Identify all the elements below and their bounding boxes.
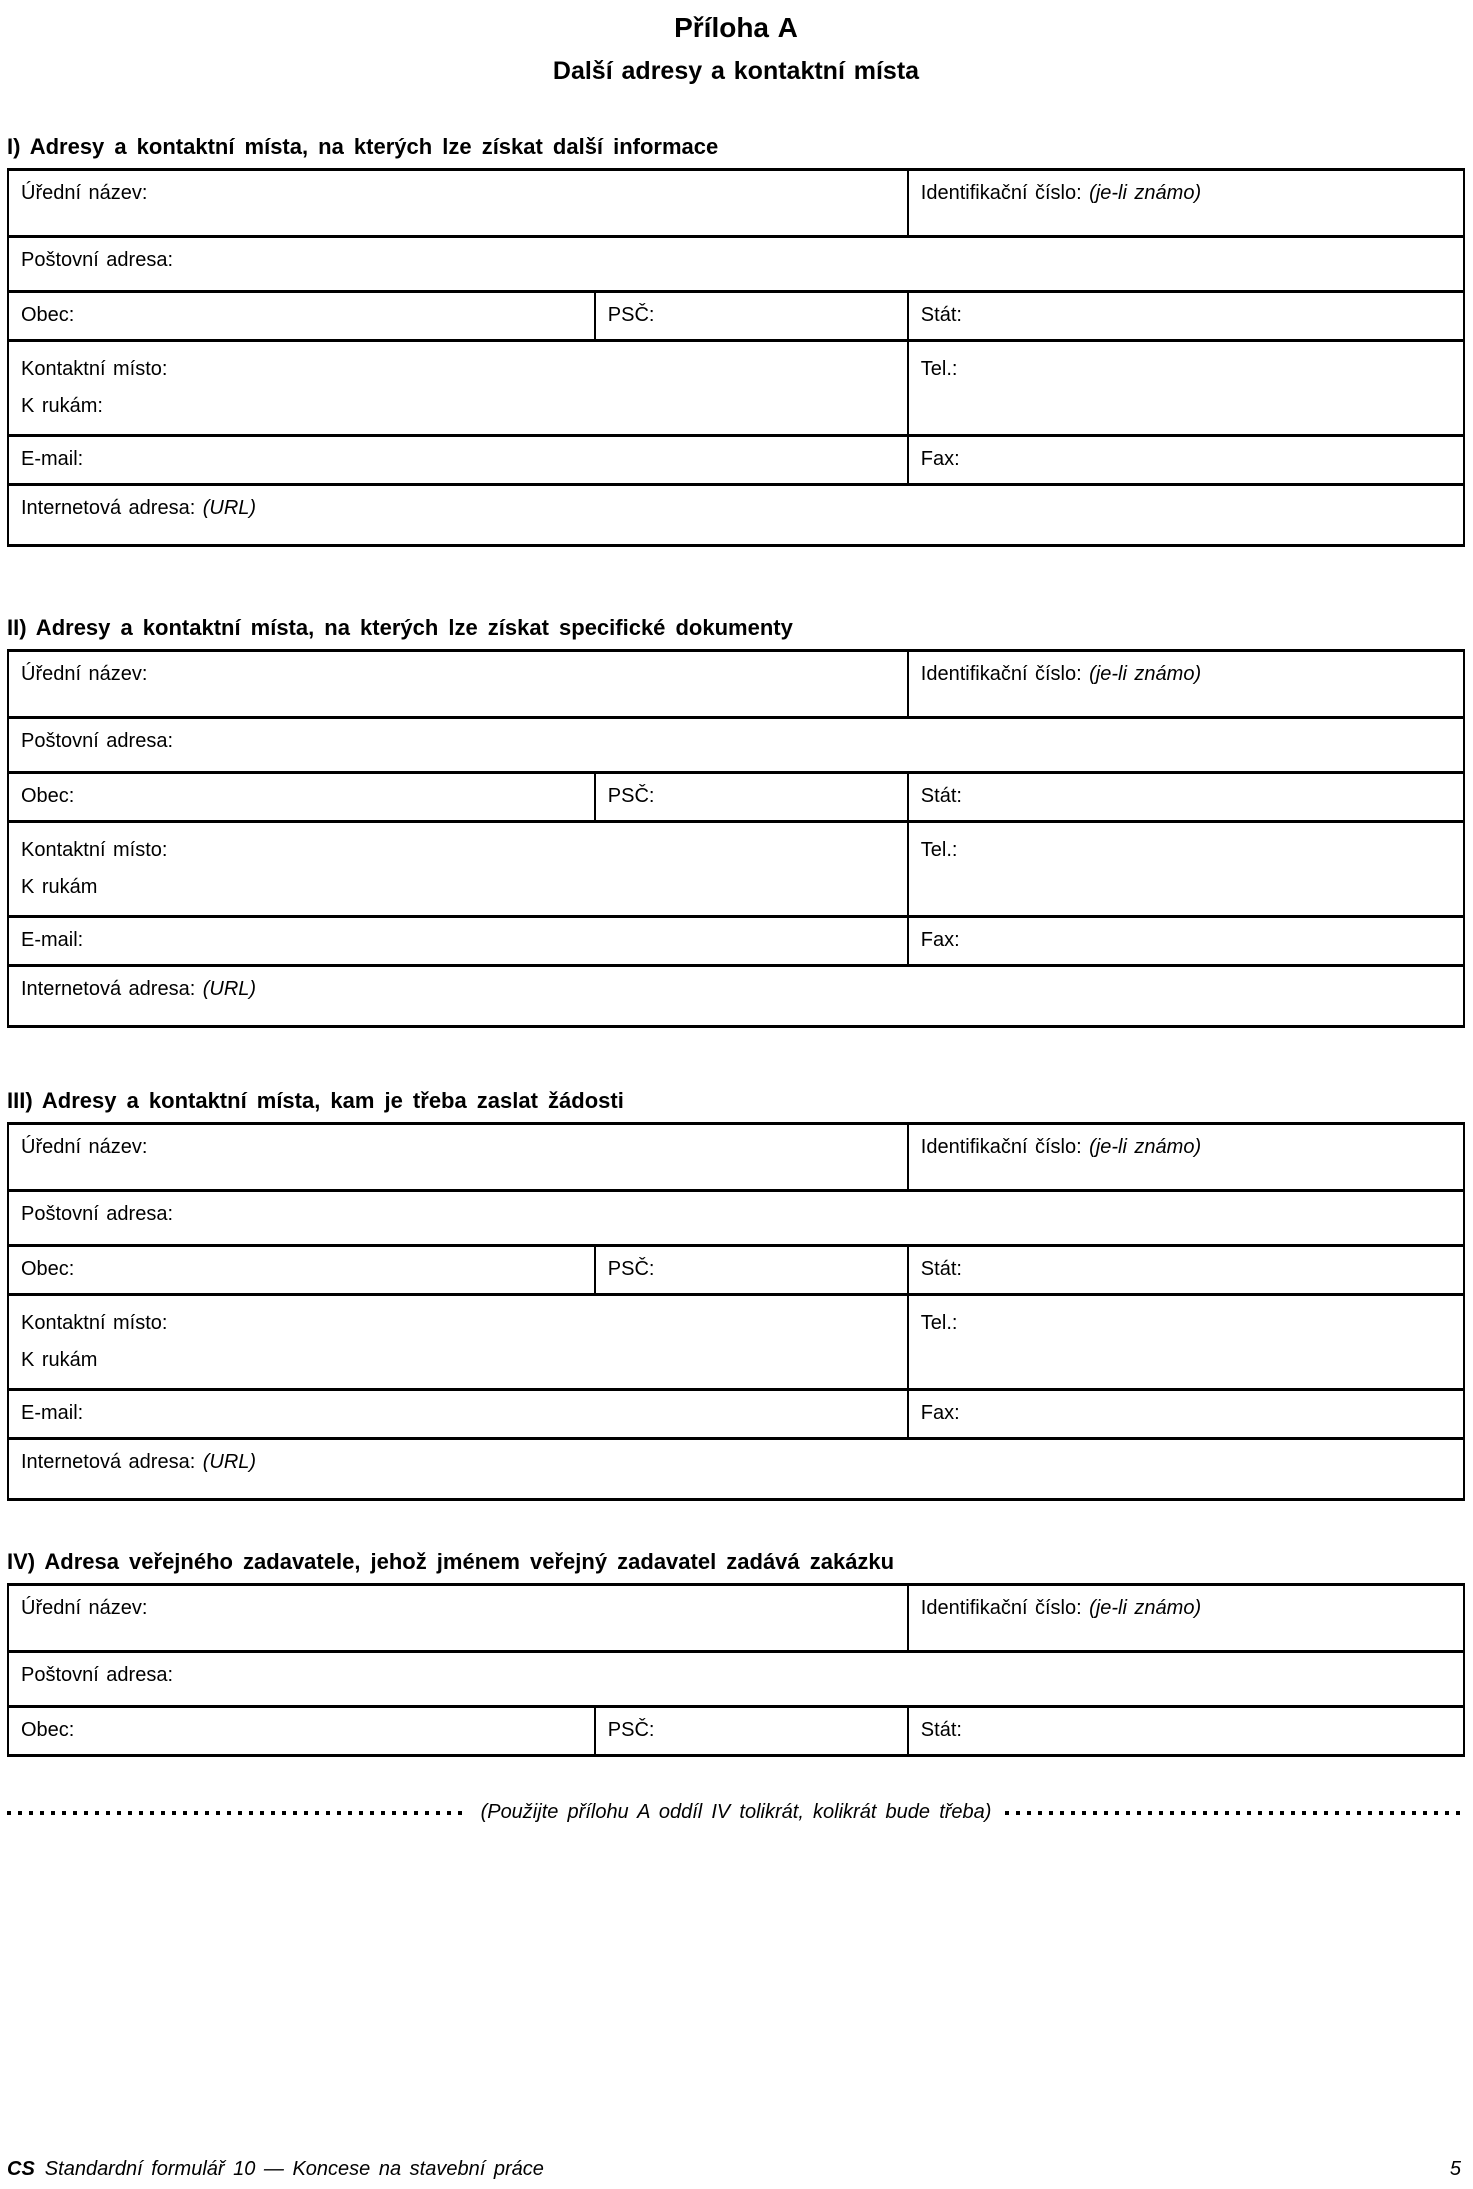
postal-address-cell <box>8 237 1464 292</box>
table-row <box>8 1390 1464 1439</box>
repeat-section-note-text: (Použijte přílohu A oddíl IV tolikrát, kolikrát bude třeba) <box>480 1801 992 1823</box>
table-row <box>8 1585 1464 1652</box>
email-cell <box>8 436 908 485</box>
internet-address-cell <box>8 485 1464 546</box>
official-name-cell <box>8 1124 908 1191</box>
dotted-leader-left <box>7 1811 467 1815</box>
url-note: (URL) <box>202 497 257 519</box>
contact-point-cell <box>8 341 908 436</box>
id-number-cell <box>908 651 1464 718</box>
table-row <box>8 170 1464 237</box>
fax-label: Fax: <box>920 929 960 951</box>
town-cell <box>8 1246 595 1295</box>
postal-address-label: Poštovní adresa: <box>21 730 174 752</box>
country-label: Stát: <box>920 1719 962 1741</box>
official-name-cell <box>8 170 908 237</box>
table-row <box>8 773 1464 822</box>
id-number-label: Identifikační číslo: <box>920 1597 1082 1619</box>
fax-cell <box>908 436 1464 485</box>
section-i-table <box>7 168 1465 547</box>
table-row <box>8 1246 1464 1295</box>
table-row <box>8 436 1464 485</box>
official-name-label: Úřední název: <box>21 663 148 685</box>
table-row <box>8 1124 1464 1191</box>
email-label: E-mail: <box>21 448 84 470</box>
table-row <box>8 485 1464 546</box>
postal-code-cell <box>595 1246 908 1295</box>
fax-cell <box>908 917 1464 966</box>
contact-point-cell <box>8 822 908 917</box>
table-row <box>8 917 1464 966</box>
town-label: Obec: <box>21 785 75 807</box>
table-row <box>8 1191 1464 1246</box>
id-number-cell <box>908 1124 1464 1191</box>
table-row <box>8 1652 1464 1707</box>
id-number-note: (je-li známo) <box>1089 182 1202 204</box>
town-cell <box>8 292 595 341</box>
id-number-cell <box>908 1585 1464 1652</box>
section-i-heading: I) Adresy a kontaktní místa, na kterých lze získat další informace <box>7 134 719 159</box>
section-ii-table <box>7 649 1465 1028</box>
table-row <box>8 1707 1464 1756</box>
town-label: Obec: <box>21 1719 75 1741</box>
official-name-label: Úřední název: <box>21 1136 148 1158</box>
country-cell <box>908 1246 1464 1295</box>
section-iii <box>7 1088 1465 1501</box>
id-number-cell <box>908 170 1464 237</box>
section-iii-table <box>7 1122 1465 1501</box>
postal-code-label: PSČ: <box>607 1258 655 1280</box>
page-title: Příloha A <box>674 12 798 43</box>
table-row <box>8 341 1464 436</box>
town-cell <box>8 773 595 822</box>
table-row <box>8 237 1464 292</box>
section-iii-heading: III) Adresy a kontaktní místa, kam je třeba zaslat žádosti <box>7 1088 624 1113</box>
footer-language-code: CS <box>7 2158 35 2180</box>
country-cell <box>908 1707 1464 1756</box>
tel-label: Tel.: <box>920 1312 958 1334</box>
town-label: Obec: <box>21 304 75 326</box>
postal-code-cell <box>595 292 908 341</box>
section-iv-table <box>7 1583 1465 1757</box>
attn-label: K rukám: <box>21 395 103 417</box>
postal-address-cell <box>8 718 1464 773</box>
section-iv <box>7 1549 1465 1757</box>
contact-point-cell <box>8 1295 908 1390</box>
fax-label: Fax: <box>920 1402 960 1424</box>
id-number-note: (je-li známo) <box>1089 1136 1202 1158</box>
url-note: (URL) <box>202 1451 257 1473</box>
id-number-label: Identifikační číslo: <box>920 1136 1082 1158</box>
page-number: 5 <box>1449 2158 1461 2180</box>
table-row <box>8 651 1464 718</box>
internet-address-label: Internetová adresa: <box>21 978 196 1000</box>
section-ii-heading: II) Adresy a kontaktní místa, na kterých lze získat specifické dokumenty <box>7 615 793 640</box>
section-ii <box>7 615 1465 1028</box>
country-label: Stát: <box>920 1258 962 1280</box>
fax-label: Fax: <box>920 448 960 470</box>
internet-address-label: Internetová adresa: <box>21 1451 196 1473</box>
dotted-leader-right <box>1005 1811 1465 1815</box>
tel-cell <box>908 341 1464 436</box>
table-row <box>8 966 1464 1027</box>
town-label: Obec: <box>21 1258 75 1280</box>
official-name-cell <box>8 1585 908 1652</box>
email-label: E-mail: <box>21 1402 84 1424</box>
tel-label: Tel.: <box>920 839 958 861</box>
official-name-cell <box>8 651 908 718</box>
footer-form-title <box>7 2158 544 2181</box>
postal-code-cell <box>595 773 908 822</box>
internet-address-cell <box>8 1439 1464 1500</box>
internet-address-cell <box>8 966 1464 1027</box>
tel-cell <box>908 822 1464 917</box>
email-label: E-mail: <box>21 929 84 951</box>
page-subtitle: Další adresy a kontaktní místa <box>552 57 920 85</box>
id-number-label: Identifikační číslo: <box>920 663 1082 685</box>
contact-point-label: Kontaktní místo: <box>21 839 168 861</box>
section-iv-heading: IV) Adresa veřejného zadavatele, jehož jménem veřejný zadavatel zadává zakázku <box>7 1549 895 1574</box>
table-row <box>8 718 1464 773</box>
official-name-label: Úřední název: <box>21 1597 148 1619</box>
country-cell <box>908 292 1464 341</box>
country-cell <box>908 773 1464 822</box>
postal-address-label: Poštovní adresa: <box>21 1203 174 1225</box>
country-label: Stát: <box>920 785 962 807</box>
id-number-label: Identifikační číslo: <box>920 182 1082 204</box>
email-cell <box>8 1390 908 1439</box>
postal-address-cell <box>8 1191 1464 1246</box>
attn-label: K rukám <box>21 876 98 898</box>
id-number-note: (je-li známo) <box>1089 663 1202 685</box>
postal-code-label: PSČ: <box>607 304 655 326</box>
table-row <box>8 1439 1464 1500</box>
tel-label: Tel.: <box>920 358 958 380</box>
postal-address-cell <box>8 1652 1464 1707</box>
url-note: (URL) <box>202 978 257 1000</box>
id-number-note: (je-li známo) <box>1089 1597 1202 1619</box>
table-row <box>8 292 1464 341</box>
footer-form-name: Standardní formulář 10 — Koncese na stavební práce <box>44 2158 544 2180</box>
contact-point-label: Kontaktní místo: <box>21 358 168 380</box>
table-row <box>8 1295 1464 1390</box>
postal-code-cell <box>595 1707 908 1756</box>
internet-address-label: Internetová adresa: <box>21 497 196 519</box>
table-row <box>8 822 1464 917</box>
fax-cell <box>908 1390 1464 1439</box>
postal-address-label: Poštovní adresa: <box>21 249 174 271</box>
postal-code-label: PSČ: <box>607 1719 655 1741</box>
town-cell <box>8 1707 595 1756</box>
postal-address-label: Poštovní adresa: <box>21 1664 174 1686</box>
tel-cell <box>908 1295 1464 1390</box>
official-name-label: Úřední název: <box>21 182 148 204</box>
repeat-section-note <box>7 1801 1465 1824</box>
attn-label: K rukám <box>21 1349 98 1371</box>
email-cell <box>8 917 908 966</box>
country-label: Stát: <box>920 304 962 326</box>
section-i <box>7 134 1465 547</box>
page-footer <box>7 2158 1461 2181</box>
postal-code-label: PSČ: <box>607 785 655 807</box>
contact-point-label: Kontaktní místo: <box>21 1312 168 1334</box>
